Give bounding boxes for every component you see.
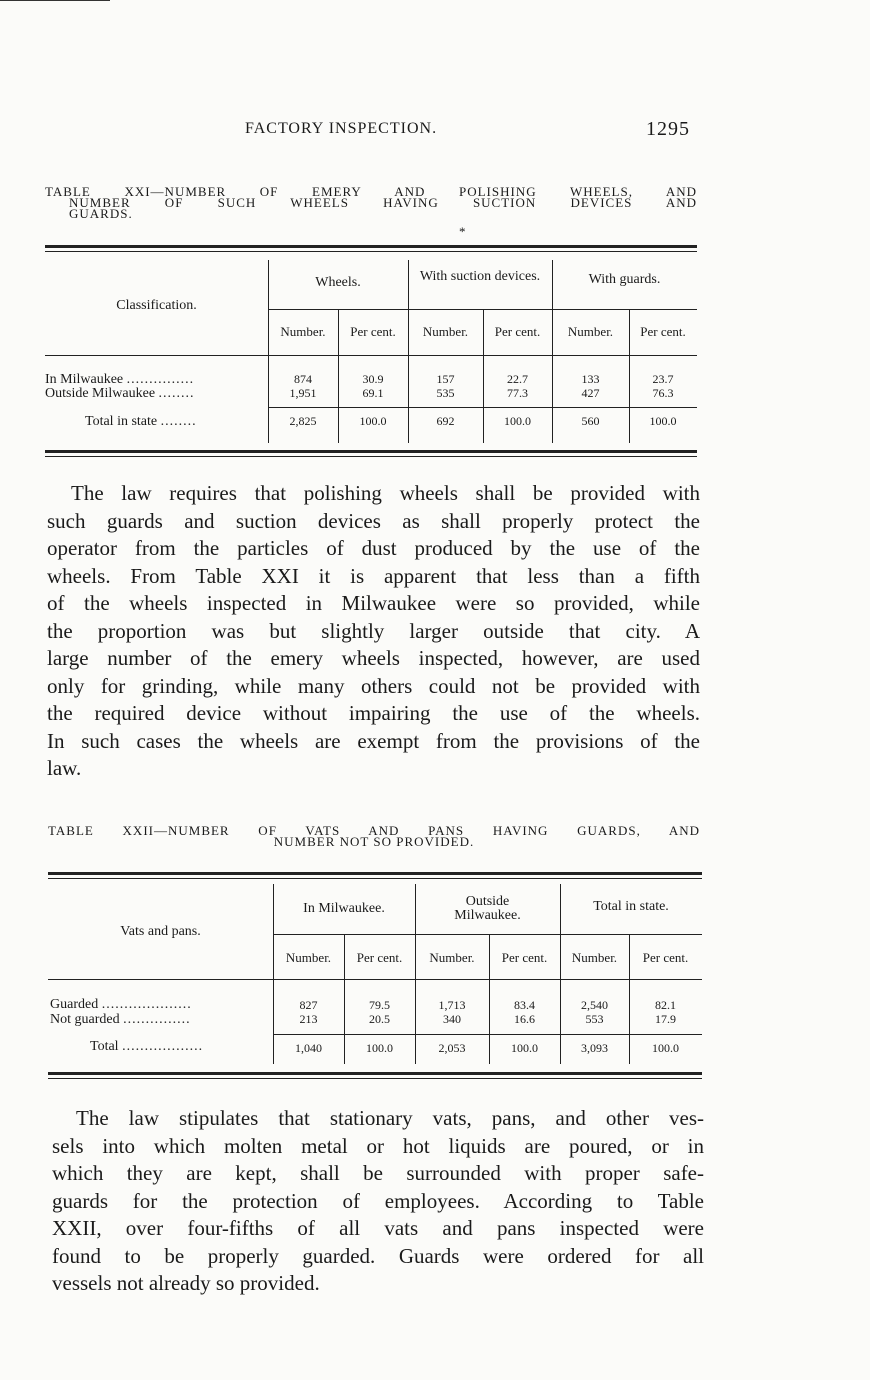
table-22-group-header: Total in state.: [593, 899, 669, 914]
table-22-cell: 82.1: [655, 998, 676, 1012]
table-21-cell: 69.1: [362, 386, 384, 400]
table-22-divider: [415, 884, 416, 1064]
printer-mark: *: [459, 224, 466, 239]
table-22-sub-header: Per cent.: [642, 950, 689, 965]
table-21-cell: 2,825: [289, 414, 317, 428]
table-22-bottom-rule: [48, 1072, 702, 1079]
table-21-title-line: GUARDS.: [69, 206, 133, 221]
text-line: operator from the particles of dust produced by the use of the: [47, 536, 700, 560]
table-21-group-rule: [268, 309, 697, 310]
page-number: 1295: [646, 118, 690, 140]
table-22-cell: 827: [299, 998, 318, 1012]
table-21-stub-header: Classification.: [116, 298, 197, 313]
table-21-cell: 427: [581, 386, 600, 400]
table-21-total-rule: [268, 407, 697, 408]
text-line: of the wheels inspected in Milwaukee were so provided, while: [47, 591, 700, 615]
table-21-sub-header: Number.: [280, 324, 326, 339]
table-22-cell: 1,713: [438, 998, 466, 1012]
table-22-sub-header: Number.: [285, 950, 332, 965]
table-22-cell: 100.0: [652, 1041, 679, 1055]
table-21-cell: 535: [436, 386, 455, 400]
table-22-cell: 553: [585, 1012, 604, 1026]
table-22-cell: 2,540: [581, 998, 608, 1012]
text-line: the required device without impairing the use of the wheels.: [47, 701, 700, 725]
table-21-cell: 1,951: [289, 386, 317, 400]
table-22-stub-header: Vats and pans.: [120, 924, 201, 939]
text-line: The law requires that polishing wheels shall be provided with: [71, 481, 700, 505]
text-line: only for grinding, while many others could not be provided with: [47, 673, 700, 698]
table-22-title-line: NUMBER NOT SO PROVIDED.: [273, 834, 475, 849]
table-22-cell: 79.5: [369, 998, 390, 1012]
table-22-cell: 17.9: [655, 1012, 676, 1026]
table-22-cell: 340: [443, 1012, 461, 1026]
table-22-cell: 83.4: [514, 998, 535, 1012]
body-paragraph: [47, 480, 700, 783]
table-21-group-header: Wheels.: [315, 275, 361, 290]
table-21-title-line: NUMBER OF SUCH WHEELS HAVING SUCTION DEVICES AND: [69, 195, 697, 210]
table-22-sub-header: Number.: [429, 950, 475, 965]
table-21-top-rule: [45, 245, 697, 252]
table-21-header-rule: [45, 355, 697, 356]
table-22-group-header: In Milwaukee.: [303, 901, 385, 916]
table-21-cell: 100.0: [649, 414, 677, 428]
text-line: guards for the protection of employees. According to Table: [52, 1188, 704, 1213]
text-line: wheels. From Table XXI it is apparent that less than a fifth: [47, 563, 700, 588]
table-22-title: [48, 825, 700, 847]
table-21-bottom-rule: [45, 450, 697, 457]
text-line: which they are kept, shall be surrounded with proper safe-: [52, 1161, 704, 1185]
table-21-cell: 76.3: [652, 386, 674, 400]
text-line: such guards and suction devices as shall properly protect the: [47, 508, 700, 533]
top-edge-rule: [0, 0, 110, 1]
text-line: law.: [47, 756, 82, 780]
table-21-cell: 874: [294, 372, 312, 386]
text-line: large number of the emery wheels inspected, however, are used: [47, 646, 700, 670]
table-22-cell: 16.6: [514, 1012, 535, 1026]
table-22-cell: 1,040: [295, 1041, 322, 1055]
table-22-cell: 2,053: [438, 1041, 466, 1055]
table-22-cell: 100.0: [511, 1041, 538, 1055]
table-22-group-rule: [273, 934, 702, 935]
text-line: sels into which molten metal or hot liquids are poured, or in: [52, 1133, 704, 1158]
body-paragraph: [52, 1105, 704, 1298]
table-21-sub-header: Per cent.: [350, 324, 396, 339]
table-21-row-label: Total in state ........: [85, 414, 197, 429]
table-21-sub-header: Number.: [422, 324, 469, 339]
table-21-cell: 133: [581, 372, 600, 386]
table-22-sub-header: Number.: [571, 950, 618, 965]
table-21-row-label: Outside Milwaukee ........: [45, 386, 195, 401]
table-21-title: [45, 186, 697, 219]
table-22-total-rule: [273, 1034, 702, 1035]
table-22-cell: 213: [299, 1012, 318, 1026]
text-line: the proportion was but slightly larger outside that city. A: [47, 618, 700, 643]
table-22-row-label: Not guarded ...............: [50, 1012, 191, 1027]
table-21-cell: 22.7: [507, 372, 528, 386]
table-21-cell: 100.0: [359, 414, 387, 428]
table-22-cell: 20.5: [369, 1012, 390, 1026]
table-21-group-header: With suction devices.: [419, 269, 541, 284]
table-21-cell: 560: [581, 414, 600, 428]
table-22-cell: 3,093: [581, 1041, 608, 1055]
table-21-cell: 77.3: [507, 386, 528, 400]
table-21-sub-header: Per cent.: [640, 324, 686, 339]
text-line: XXII, over four-fifths of all vats and pans inspected were: [52, 1216, 704, 1240]
table-21-sub-header: Per cent.: [494, 324, 541, 339]
table-22-sub-header: Per cent.: [356, 950, 403, 965]
table-21-cell: 23.7: [652, 372, 674, 386]
table-21-cell: 157: [436, 372, 455, 386]
table-22-sub-header: Per cent.: [501, 950, 548, 965]
table-22-cell: 100.0: [366, 1041, 393, 1055]
table-21-cell: 100.0: [504, 414, 531, 428]
table-22-top-rule: [48, 872, 702, 879]
table-21-title-line: TABLE XXI—NUMBER OF EMERY AND POLISHING WHEELS, AND: [45, 184, 697, 199]
table-21-cell: 30.9: [362, 372, 384, 386]
table-22-group-header: Outside Milwaukee.: [454, 894, 521, 923]
table-22-row-label: Total ..................: [90, 1039, 204, 1054]
text-line: The law stipulates that stationary vats, pans, and other ves-: [76, 1106, 704, 1130]
running-head: FACTORY INSPECTION.: [245, 120, 438, 137]
table-21-group-header: With guards.: [588, 272, 661, 287]
text-line: In such cases the wheels are exempt from the provisions of the: [47, 728, 700, 753]
table-21-cell: 692: [436, 414, 455, 428]
table-21-row-label: In Milwaukee ...............: [45, 372, 195, 387]
table-22-title-line: TABLE XXII—NUMBER OF VATS AND PANS HAVING GUARDS, AND: [48, 823, 700, 838]
text-line: found to be properly guarded. Guards were ordered for all: [52, 1243, 704, 1268]
text-line: vessels not already so provided.: [52, 1271, 320, 1295]
table-22-row-label: Guarded ....................: [50, 997, 192, 1012]
table-22-header-rule: [48, 979, 702, 980]
table-21-sub-header: Number.: [567, 324, 614, 339]
